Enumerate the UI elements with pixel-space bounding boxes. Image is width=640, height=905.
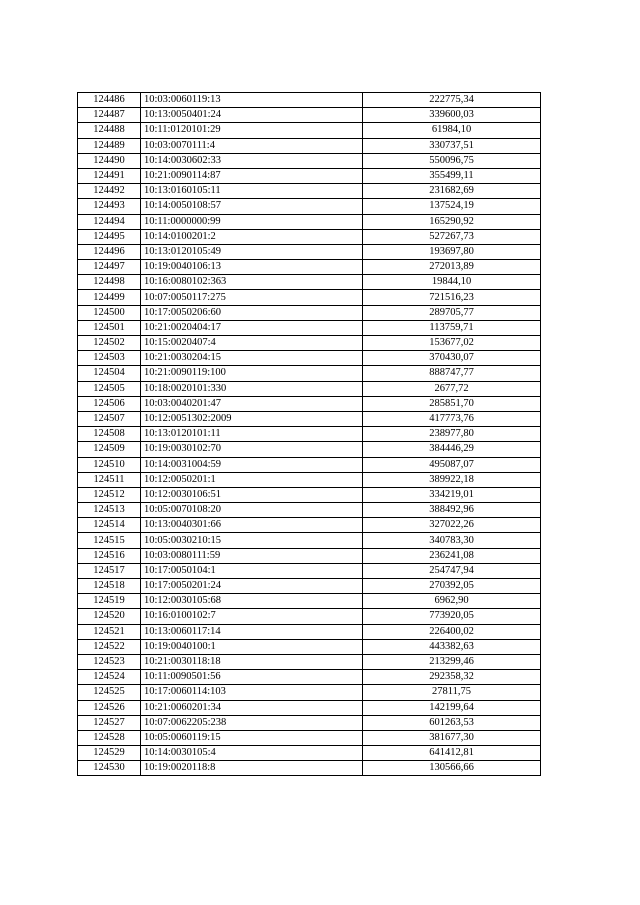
table-row xyxy=(78,472,541,487)
table-row xyxy=(78,457,541,472)
cadastral-code-cell: 10:11:0120101:29 xyxy=(141,123,363,138)
table-row xyxy=(78,199,541,214)
table-row xyxy=(78,548,541,563)
cadastral-code-cell: 10:17:0050201:24 xyxy=(141,579,363,594)
row-id-cell: 124500 xyxy=(78,305,141,320)
cadastral-code-cell: 10:12:0050201:1 xyxy=(141,472,363,487)
row-id-cell: 124487 xyxy=(78,108,141,123)
cadastral-code-cell: 10:05:0060119:15 xyxy=(141,730,363,745)
row-id-cell: 124522 xyxy=(78,639,141,654)
amount-cell: 527267,73 xyxy=(363,229,541,244)
row-id-cell: 124489 xyxy=(78,138,141,153)
row-id-cell: 124495 xyxy=(78,229,141,244)
table-row xyxy=(78,260,541,275)
table-row xyxy=(78,153,541,168)
row-id-cell: 124520 xyxy=(78,609,141,624)
cadastral-code-cell: 10:13:0160105:11 xyxy=(141,184,363,199)
cadastral-code-cell: 10:03:0070111:4 xyxy=(141,138,363,153)
row-id-cell: 124523 xyxy=(78,654,141,669)
row-id-cell: 124490 xyxy=(78,153,141,168)
cadastral-code-cell: 10:21:0030204:15 xyxy=(141,351,363,366)
table-row xyxy=(78,533,541,548)
table-row xyxy=(78,518,541,533)
amount-cell: 137524,19 xyxy=(363,199,541,214)
amount-cell: 334219,01 xyxy=(363,487,541,502)
cadastral-code-cell: 10:07:0050117:275 xyxy=(141,290,363,305)
cadastral-code-cell: 10:13:0050401:24 xyxy=(141,108,363,123)
document-page xyxy=(77,92,540,776)
amount-cell: 6962,90 xyxy=(363,594,541,609)
table-row xyxy=(78,138,541,153)
row-id-cell: 124498 xyxy=(78,275,141,290)
table-row xyxy=(78,411,541,426)
amount-cell: 292358,32 xyxy=(363,670,541,685)
amount-cell: 355499,11 xyxy=(363,168,541,183)
cadastral-code-cell: 10:21:0020404:17 xyxy=(141,320,363,335)
table-row xyxy=(78,427,541,442)
amount-cell: 443382,63 xyxy=(363,639,541,654)
row-id-cell: 124512 xyxy=(78,487,141,502)
row-id-cell: 124517 xyxy=(78,563,141,578)
amount-cell: 19844,10 xyxy=(363,275,541,290)
table-row xyxy=(78,761,541,776)
cadastral-code-cell: 10:17:0050104:1 xyxy=(141,563,363,578)
row-id-cell: 124505 xyxy=(78,381,141,396)
table-row xyxy=(78,275,541,290)
row-id-cell: 124509 xyxy=(78,442,141,457)
cadastral-code-cell: 10:21:0090119:100 xyxy=(141,366,363,381)
table-row xyxy=(78,670,541,685)
row-id-cell: 124516 xyxy=(78,548,141,563)
cadastral-code-cell: 10:19:0040100:1 xyxy=(141,639,363,654)
cadastral-code-cell: 10:21:0030118:18 xyxy=(141,654,363,669)
cadastral-code-cell: 10:16:0100102:7 xyxy=(141,609,363,624)
amount-cell: 142199,64 xyxy=(363,700,541,715)
row-id-cell: 124529 xyxy=(78,746,141,761)
cadastral-code-cell: 10:14:0100201:2 xyxy=(141,229,363,244)
row-id-cell: 124515 xyxy=(78,533,141,548)
cadastral-code-cell: 10:19:0040106:13 xyxy=(141,260,363,275)
cadastral-code-cell: 10:05:0030210:15 xyxy=(141,533,363,548)
table-row xyxy=(78,624,541,639)
row-id-cell: 124530 xyxy=(78,761,141,776)
row-id-cell: 124521 xyxy=(78,624,141,639)
table-row xyxy=(78,487,541,502)
row-id-cell: 124513 xyxy=(78,503,141,518)
amount-cell: 193697,80 xyxy=(363,244,541,259)
table-row xyxy=(78,746,541,761)
amount-cell: 340783,30 xyxy=(363,533,541,548)
cadastral-code-cell: 10:17:0060114:103 xyxy=(141,685,363,700)
row-id-cell: 124511 xyxy=(78,472,141,487)
amount-cell: 389922,18 xyxy=(363,472,541,487)
cadastral-code-cell: 10:11:0090501:56 xyxy=(141,670,363,685)
row-id-cell: 124497 xyxy=(78,260,141,275)
row-id-cell: 124519 xyxy=(78,594,141,609)
cadastral-code-cell: 10:12:0030105:68 xyxy=(141,594,363,609)
cadastral-code-cell: 10:13:0120105:49 xyxy=(141,244,363,259)
table-row xyxy=(78,168,541,183)
table-row xyxy=(78,639,541,654)
table-row xyxy=(78,290,541,305)
row-id-cell: 124510 xyxy=(78,457,141,472)
table-row xyxy=(78,366,541,381)
amount-cell: 270392,05 xyxy=(363,579,541,594)
row-id-cell: 124518 xyxy=(78,579,141,594)
table-row xyxy=(78,305,541,320)
amount-cell: 113759,71 xyxy=(363,320,541,335)
cadastral-code-cell: 10:03:0040201:47 xyxy=(141,396,363,411)
cadastral-code-cell: 10:03:0080111:59 xyxy=(141,548,363,563)
cadastral-code-cell: 10:21:0090114:87 xyxy=(141,168,363,183)
amount-cell: 388492,96 xyxy=(363,503,541,518)
cadastral-code-cell: 10:12:0051302:2009 xyxy=(141,411,363,426)
row-id-cell: 124491 xyxy=(78,168,141,183)
table-row xyxy=(78,654,541,669)
cadastral-code-cell: 10:03:0060119:13 xyxy=(141,93,363,108)
table-row xyxy=(78,685,541,700)
table-row xyxy=(78,503,541,518)
row-id-cell: 124492 xyxy=(78,184,141,199)
table-row xyxy=(78,579,541,594)
amount-cell: 272013,89 xyxy=(363,260,541,275)
cadastral-code-cell: 10:14:0030105:4 xyxy=(141,746,363,761)
row-id-cell: 124502 xyxy=(78,336,141,351)
row-id-cell: 124507 xyxy=(78,411,141,426)
table-row xyxy=(78,229,541,244)
cadastral-code-cell: 10:13:0120101:11 xyxy=(141,427,363,442)
row-id-cell: 124504 xyxy=(78,366,141,381)
cadastral-code-cell: 10:19:0020118:8 xyxy=(141,761,363,776)
amount-cell: 641412,81 xyxy=(363,746,541,761)
table-row xyxy=(78,336,541,351)
row-id-cell: 124526 xyxy=(78,700,141,715)
table-row xyxy=(78,396,541,411)
amount-cell: 888747,77 xyxy=(363,366,541,381)
amount-cell: 381677,30 xyxy=(363,730,541,745)
table-row xyxy=(78,351,541,366)
table-row xyxy=(78,442,541,457)
amount-cell: 130566,66 xyxy=(363,761,541,776)
cadastral-code-cell: 10:11:0000000:99 xyxy=(141,214,363,229)
amount-cell: 285851,70 xyxy=(363,396,541,411)
row-id-cell: 124499 xyxy=(78,290,141,305)
amount-cell: 495087,07 xyxy=(363,457,541,472)
amount-cell: 213299,46 xyxy=(363,654,541,669)
cadastral-code-cell: 10:13:0040301:66 xyxy=(141,518,363,533)
row-id-cell: 124503 xyxy=(78,351,141,366)
row-id-cell: 124528 xyxy=(78,730,141,745)
table-row xyxy=(78,184,541,199)
amount-cell: 601263,53 xyxy=(363,715,541,730)
table-body xyxy=(78,93,541,776)
table-row xyxy=(78,123,541,138)
amount-cell: 773920,05 xyxy=(363,609,541,624)
table-row xyxy=(78,381,541,396)
table-row xyxy=(78,609,541,624)
amount-cell: 236241,08 xyxy=(363,548,541,563)
amount-cell: 165290,92 xyxy=(363,214,541,229)
row-id-cell: 124494 xyxy=(78,214,141,229)
table-row xyxy=(78,563,541,578)
cadastral-code-cell: 10:18:0020101:330 xyxy=(141,381,363,396)
row-id-cell: 124508 xyxy=(78,427,141,442)
row-id-cell: 124525 xyxy=(78,685,141,700)
row-id-cell: 124514 xyxy=(78,518,141,533)
table-row xyxy=(78,93,541,108)
table-row xyxy=(78,594,541,609)
amount-cell: 327022,26 xyxy=(363,518,541,533)
cadastral-code-cell: 10:15:0020407:4 xyxy=(141,336,363,351)
cadastral-code-cell: 10:13:0060117:14 xyxy=(141,624,363,639)
row-id-cell: 124488 xyxy=(78,123,141,138)
cadastral-code-cell: 10:14:0050108:57 xyxy=(141,199,363,214)
table-row xyxy=(78,320,541,335)
cadastral-code-cell: 10:17:0050206:60 xyxy=(141,305,363,320)
row-id-cell: 124493 xyxy=(78,199,141,214)
cadastral-code-cell: 10:12:0030106:51 xyxy=(141,487,363,502)
amount-cell: 153677,02 xyxy=(363,336,541,351)
table-row xyxy=(78,244,541,259)
cadastral-code-cell: 10:05:0070108:20 xyxy=(141,503,363,518)
amount-cell: 2677,72 xyxy=(363,381,541,396)
cadastral-code-cell: 10:19:0030102:70 xyxy=(141,442,363,457)
amount-cell: 231682,69 xyxy=(363,184,541,199)
amount-cell: 238977,80 xyxy=(363,427,541,442)
amount-cell: 330737,51 xyxy=(363,138,541,153)
row-id-cell: 124527 xyxy=(78,715,141,730)
amount-cell: 721516,23 xyxy=(363,290,541,305)
amount-cell: 339600,03 xyxy=(363,108,541,123)
row-id-cell: 124486 xyxy=(78,93,141,108)
table-row xyxy=(78,700,541,715)
amount-cell: 27811,75 xyxy=(363,685,541,700)
table-row xyxy=(78,730,541,745)
row-id-cell: 124524 xyxy=(78,670,141,685)
cadastral-code-cell: 10:16:0080102:363 xyxy=(141,275,363,290)
row-id-cell: 124506 xyxy=(78,396,141,411)
table-row xyxy=(78,715,541,730)
row-id-cell: 124496 xyxy=(78,244,141,259)
amount-cell: 61984,10 xyxy=(363,123,541,138)
data-table xyxy=(77,92,541,776)
cadastral-code-cell: 10:14:0031004:59 xyxy=(141,457,363,472)
amount-cell: 550096,75 xyxy=(363,153,541,168)
amount-cell: 384446,29 xyxy=(363,442,541,457)
cadastral-code-cell: 10:07:0062205:238 xyxy=(141,715,363,730)
table-row xyxy=(78,214,541,229)
cadastral-code-cell: 10:21:0060201:34 xyxy=(141,700,363,715)
row-id-cell: 124501 xyxy=(78,320,141,335)
amount-cell: 226400,02 xyxy=(363,624,541,639)
amount-cell: 222775,34 xyxy=(363,93,541,108)
amount-cell: 254747,94 xyxy=(363,563,541,578)
table-row xyxy=(78,108,541,123)
amount-cell: 370430,07 xyxy=(363,351,541,366)
cadastral-code-cell: 10:14:0030602:33 xyxy=(141,153,363,168)
amount-cell: 417773,76 xyxy=(363,411,541,426)
amount-cell: 289705,77 xyxy=(363,305,541,320)
